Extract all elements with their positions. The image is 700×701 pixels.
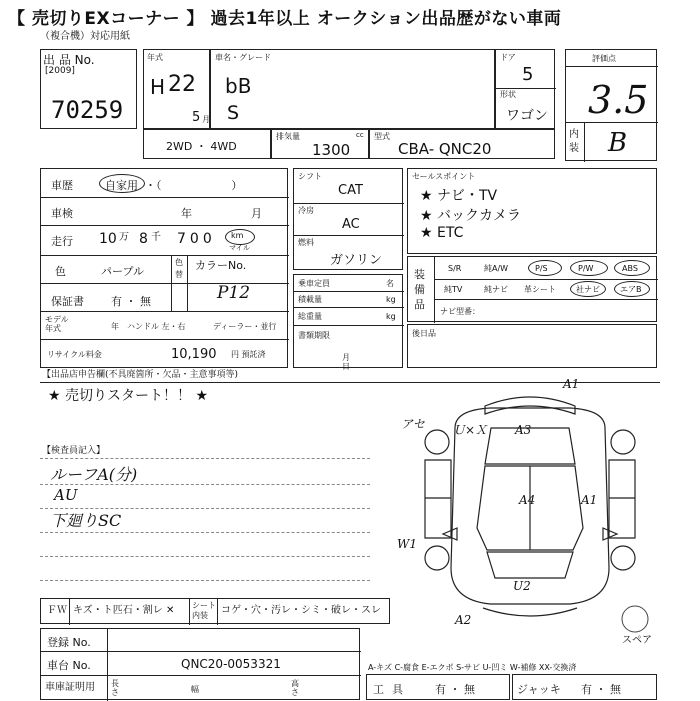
sales-point-2: ★ バックカメラ: [420, 208, 522, 224]
model-year-unit: 年: [111, 322, 119, 331]
weight-label: 総重量: [298, 312, 322, 321]
drive-box: [143, 129, 271, 159]
chassis-number: QNC20-0053321: [181, 657, 281, 671]
inspector-label: 【検査員記入】: [42, 446, 106, 456]
mark-rear-bumper: A1: [563, 378, 580, 391]
form-subtitle: （複合機）対応用紙: [40, 31, 130, 42]
posted-label: 後日品: [412, 329, 436, 338]
car-damage-diagram: [395, 378, 665, 628]
declaration-label: 【出品店申告欄(不具廃箇所・欠品・主意事項等): [42, 370, 239, 380]
mileage-rest: 700: [177, 231, 216, 247]
jack-value: 有 ・ 無: [581, 683, 621, 696]
mark-rear-left-2: Ｕ×Ｘ: [453, 423, 488, 437]
equipment-box: [407, 256, 657, 322]
interior-score: B: [608, 128, 628, 158]
interior-label: 内装: [569, 129, 579, 154]
model-label: 型式: [374, 132, 390, 141]
equip-leather: 革シート: [524, 285, 556, 294]
seat-label: シート内装: [192, 601, 216, 620]
shift-label: シフト: [298, 172, 322, 181]
mileage-man: 10: [99, 231, 117, 247]
history-paren: ・（ ）: [145, 179, 243, 192]
interior-row: [40, 598, 390, 624]
warranty-value: 有 ・ 無: [111, 295, 151, 308]
color-value: パープル: [101, 265, 145, 278]
mark-roof: A4: [519, 493, 536, 507]
name-label: 車名・グレード: [215, 53, 271, 62]
color-change-label: 色替: [175, 258, 183, 279]
cert-label: 車庫証明用: [45, 682, 95, 693]
equip-abs: ABS: [622, 264, 638, 273]
equipment-label: 装備品: [414, 268, 425, 311]
cc-unit: cc: [356, 131, 364, 139]
car-grade: S: [227, 102, 240, 124]
year-era: H: [150, 75, 166, 99]
seat-items: コゲ・穴・汚レ・シミ・破レ・スレ: [221, 605, 381, 616]
height-label: 高さ: [291, 679, 299, 697]
sales-point-1: ★ ナビ・TV: [420, 188, 498, 204]
recycle-label: リサイクル料金: [47, 350, 102, 359]
posted-box: [407, 324, 657, 368]
color-label: 色: [55, 265, 66, 278]
mark-left-side: W1: [397, 537, 417, 551]
equip-alloy: 純A/W: [484, 264, 509, 273]
spec-box: [293, 168, 403, 270]
model-box: [369, 129, 555, 159]
mark-rear-left: アセ: [401, 417, 425, 431]
inspector-note-3: 下廻りSC: [50, 511, 122, 530]
tools-box: [366, 674, 510, 700]
fw-label: ＦＷ: [47, 605, 67, 616]
inspector-note-1: ルーフA(分): [50, 465, 138, 484]
jack-label: ジャッキ: [517, 683, 561, 696]
fuel-label: 燃料: [298, 238, 314, 247]
mark-right-side: A1: [581, 493, 598, 507]
equip-sr: S/R: [448, 264, 462, 273]
shape-label: 形状: [500, 90, 516, 99]
jack-box: [512, 674, 657, 700]
mileage-unit-mile: マイル: [229, 244, 250, 252]
sales-points-box: [407, 168, 657, 254]
inspection-month: 月: [251, 207, 262, 220]
year-month: 5: [192, 110, 201, 125]
warranty-label: 保証書: [51, 295, 84, 308]
score-value: 3.5: [588, 78, 649, 122]
handle-side: ハンドル 左・右: [127, 322, 186, 331]
shift-value: CAT: [338, 183, 363, 198]
mileage-sen-unit: 千: [151, 232, 161, 243]
car-name: bB: [225, 74, 252, 98]
inspection-year: 年: [181, 207, 192, 220]
displacement-label: 排気量: [276, 132, 300, 141]
lot-label: 出 品 No.: [43, 53, 95, 67]
mark-back-door: A3: [515, 423, 532, 437]
lot-year-tag: [2009]: [45, 66, 75, 76]
spare-tire-icon: [620, 604, 650, 634]
history-label: 車歴: [51, 179, 73, 192]
declaration-text: ★ 売切りスタート！！ ★: [48, 388, 209, 404]
score-box: [565, 49, 657, 161]
load-unit: kg: [386, 295, 396, 304]
fw-items: キズ・ト匹石・割レ ✕: [73, 605, 175, 616]
year-box: [143, 49, 210, 129]
fuel-value: ガソリン: [330, 253, 383, 268]
door-box: [495, 49, 555, 129]
tools-label: 工具: [373, 683, 411, 696]
load-label: 積載量: [298, 295, 322, 304]
door-count: 5: [522, 64, 534, 85]
tools-value: 有 ・ 無: [435, 683, 475, 696]
name-box: [210, 49, 495, 129]
color-code: P12: [217, 283, 251, 303]
reg-no-label: 登録 No.: [47, 636, 91, 649]
door-label: ドア: [500, 53, 516, 62]
weight-unit: kg: [386, 312, 396, 321]
damage-codes-legend: A-キズ C-腐食 E-エクボ S-サビ U-凹ミ W-補修 XX-交換済: [368, 663, 577, 672]
displacement-box: [271, 129, 369, 159]
capacity-unit: 名: [386, 279, 394, 288]
score-label: 評価点: [592, 54, 616, 63]
recycle-amount: 10,190: [171, 347, 217, 362]
capacity-label: 乗車定員: [298, 279, 330, 288]
year-label: 年式: [147, 53, 163, 62]
length-label: 長さ: [111, 679, 119, 697]
lot-number: 70259: [51, 96, 124, 124]
equip-navi: 純ナビ: [484, 285, 508, 294]
color-code-label: カラーNo.: [195, 259, 247, 272]
mark-hood: U2: [513, 579, 531, 593]
navi-model-label: ナビ型番：: [440, 307, 480, 316]
sales-points-label: セールスポイント: [412, 172, 476, 181]
doc-label: 書類期限: [298, 331, 330, 340]
inspector-note-2: AU: [54, 486, 78, 504]
chassis-label: 車台 No.: [47, 659, 91, 672]
equip-ps: P/S: [535, 264, 548, 273]
inspection-label: 車検: [51, 207, 73, 220]
model-code: CBA- QNC20: [398, 140, 492, 158]
width-label: 幅: [191, 685, 199, 694]
ac-label: 冷房: [298, 206, 314, 215]
doc-unit: 月日: [342, 353, 390, 371]
mileage-man-unit: 万: [119, 232, 129, 243]
model-year-label: モデル年式: [45, 315, 69, 333]
lot-box: [40, 49, 137, 129]
body-shape: ワゴン: [506, 108, 548, 124]
registration-box: [40, 628, 360, 700]
capacity-box: [293, 274, 403, 371]
dealer-type: ディーラー・並行: [213, 322, 277, 331]
equip-navi2: 社ナビ: [576, 285, 600, 294]
equip-tv: 純TV: [444, 285, 463, 294]
equip-airbag: エアB: [620, 285, 642, 294]
spare-label: スペア: [622, 635, 652, 646]
year-value: 22: [168, 72, 196, 97]
mileage-label: 走行: [51, 235, 73, 248]
info-table: [40, 168, 288, 368]
month-unit: 月: [202, 115, 210, 124]
drive-type: 2WD ・ 4WD: [166, 140, 237, 153]
recycle-unit: 円 預託済: [231, 350, 266, 359]
banner: 【 売切りEXコーナー 】 過去1年以上 オークション出品歴がない車両: [8, 9, 562, 29]
equip-pw: P/W: [578, 264, 594, 273]
ac-value: AC: [342, 217, 360, 232]
mark-front-bumper: A2: [455, 613, 472, 627]
mileage-sen: 8: [139, 231, 148, 247]
sales-point-3: ★ ETC: [420, 225, 464, 241]
displacement-value: 1300: [312, 141, 351, 159]
mileage-unit-km: km: [231, 231, 244, 240]
history-value: 自家用: [105, 179, 138, 192]
